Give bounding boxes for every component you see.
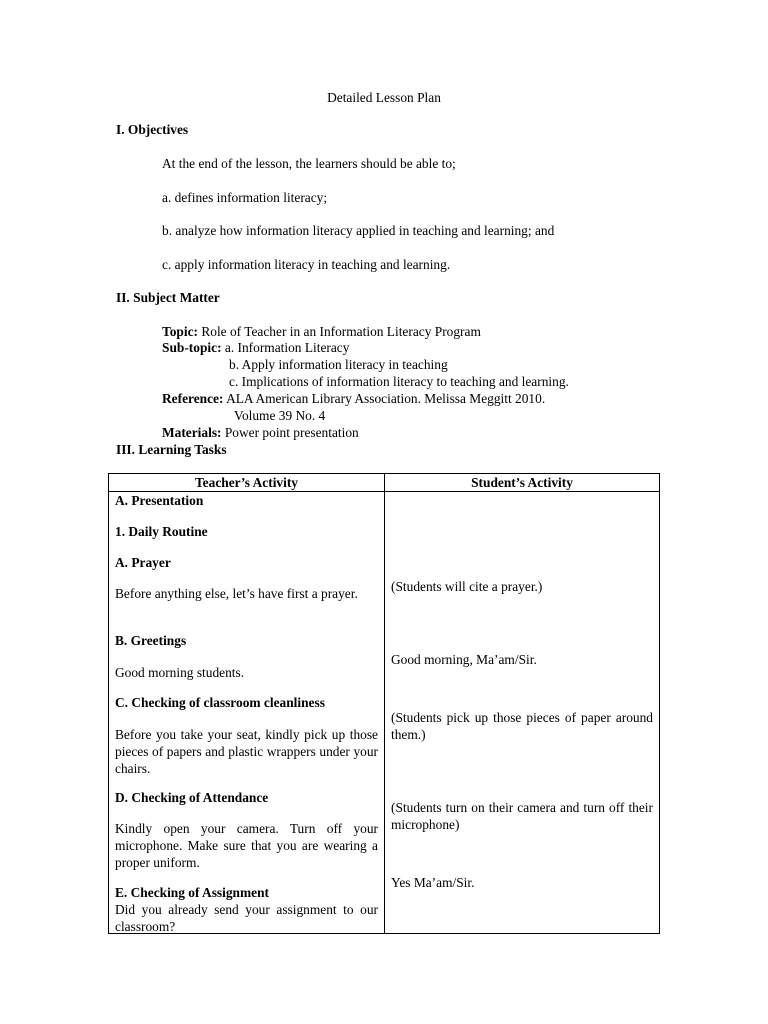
- attendance-student-text: (Students turn on their camera and turn off their microphone): [391, 800, 653, 832]
- column-header-teacher: Teacher’s Activity: [109, 474, 385, 492]
- reference-label: Reference:: [162, 391, 224, 406]
- attendance-teacher-text: Kindly open your camera. Turn off your microphone. Make sure that you are wearing a proper uniform.: [115, 821, 378, 870]
- presentation-heading: A. Presentation: [115, 493, 204, 508]
- prayer-student-text: (Students will cite a prayer.): [391, 579, 543, 594]
- topic-value: Role of Teacher in an Information Literacy Program: [201, 324, 481, 339]
- table-header-row: [109, 474, 660, 492]
- objective-item: a. defines information literacy;: [162, 190, 328, 205]
- subtopic-item: a. Information Literacy: [224, 340, 350, 355]
- column-header-student: Student’s Activity: [385, 474, 660, 492]
- topic-line: [162, 323, 481, 340]
- learning-tasks-table: [108, 473, 660, 934]
- materials-line: [162, 424, 359, 441]
- reference-value: ALA American Library Association. Melissa Meggitt 2010.: [226, 391, 546, 406]
- topic-label: Topic:: [162, 324, 198, 339]
- attendance-heading: D. Checking of Attendance: [115, 790, 269, 805]
- table-row: [109, 492, 660, 934]
- objectives-intro: At the end of the lesson, the learners should be able to;: [162, 156, 456, 171]
- student-activity-cell: [385, 492, 660, 934]
- assignment-teacher-text: Did you already send your assignment to our classroom?: [115, 902, 378, 934]
- greetings-teacher-text: Good morning students.: [115, 665, 245, 680]
- objective-item: c. apply information literacy in teaching and learning.: [162, 257, 451, 272]
- prayer-teacher-text: Before anything else, let’s have first a prayer.: [115, 586, 358, 601]
- subtopic-label: Sub-topic:: [162, 340, 222, 355]
- cleanliness-teacher-text: Before you take your seat, kindly pick up those pieces of papers and plastic wrappers under your chairs.: [115, 727, 378, 776]
- objective-item: b. analyze how information literacy applied in teaching and learning; and: [162, 223, 555, 238]
- document-title: Detailed Lesson Plan: [327, 90, 441, 105]
- daily-routine-heading: 1. Daily Routine: [115, 524, 208, 539]
- subtopic-item: c. Implications of information literacy to teaching and learning.: [229, 374, 569, 389]
- subtopic-line: [162, 339, 349, 356]
- materials-value: Power point presentation: [224, 425, 359, 440]
- objectives-heading: I. Objectives: [116, 122, 189, 137]
- reference-value-continued: Volume 39 No. 4: [234, 408, 326, 423]
- learning-tasks-heading: III. Learning Tasks: [116, 442, 227, 457]
- subject-matter-heading: II. Subject Matter: [116, 290, 220, 305]
- teacher-activity-cell: [109, 492, 385, 934]
- cleanliness-student-text: (Students pick up those pieces of paper around them.): [391, 710, 653, 742]
- subtopic-item: b. Apply information literacy in teaching: [229, 357, 448, 372]
- greetings-student-text: Good morning, Ma’am/Sir.: [391, 652, 537, 667]
- cleanliness-heading: C. Checking of classroom cleanliness: [115, 695, 325, 710]
- greetings-heading: B. Greetings: [115, 633, 187, 648]
- prayer-heading: A. Prayer: [115, 555, 171, 570]
- assignment-student-text: Yes Ma’am/Sir.: [391, 875, 475, 890]
- materials-label: Materials:: [162, 425, 222, 440]
- assignment-heading: E. Checking of Assignment: [115, 885, 270, 900]
- reference-line: [162, 390, 545, 407]
